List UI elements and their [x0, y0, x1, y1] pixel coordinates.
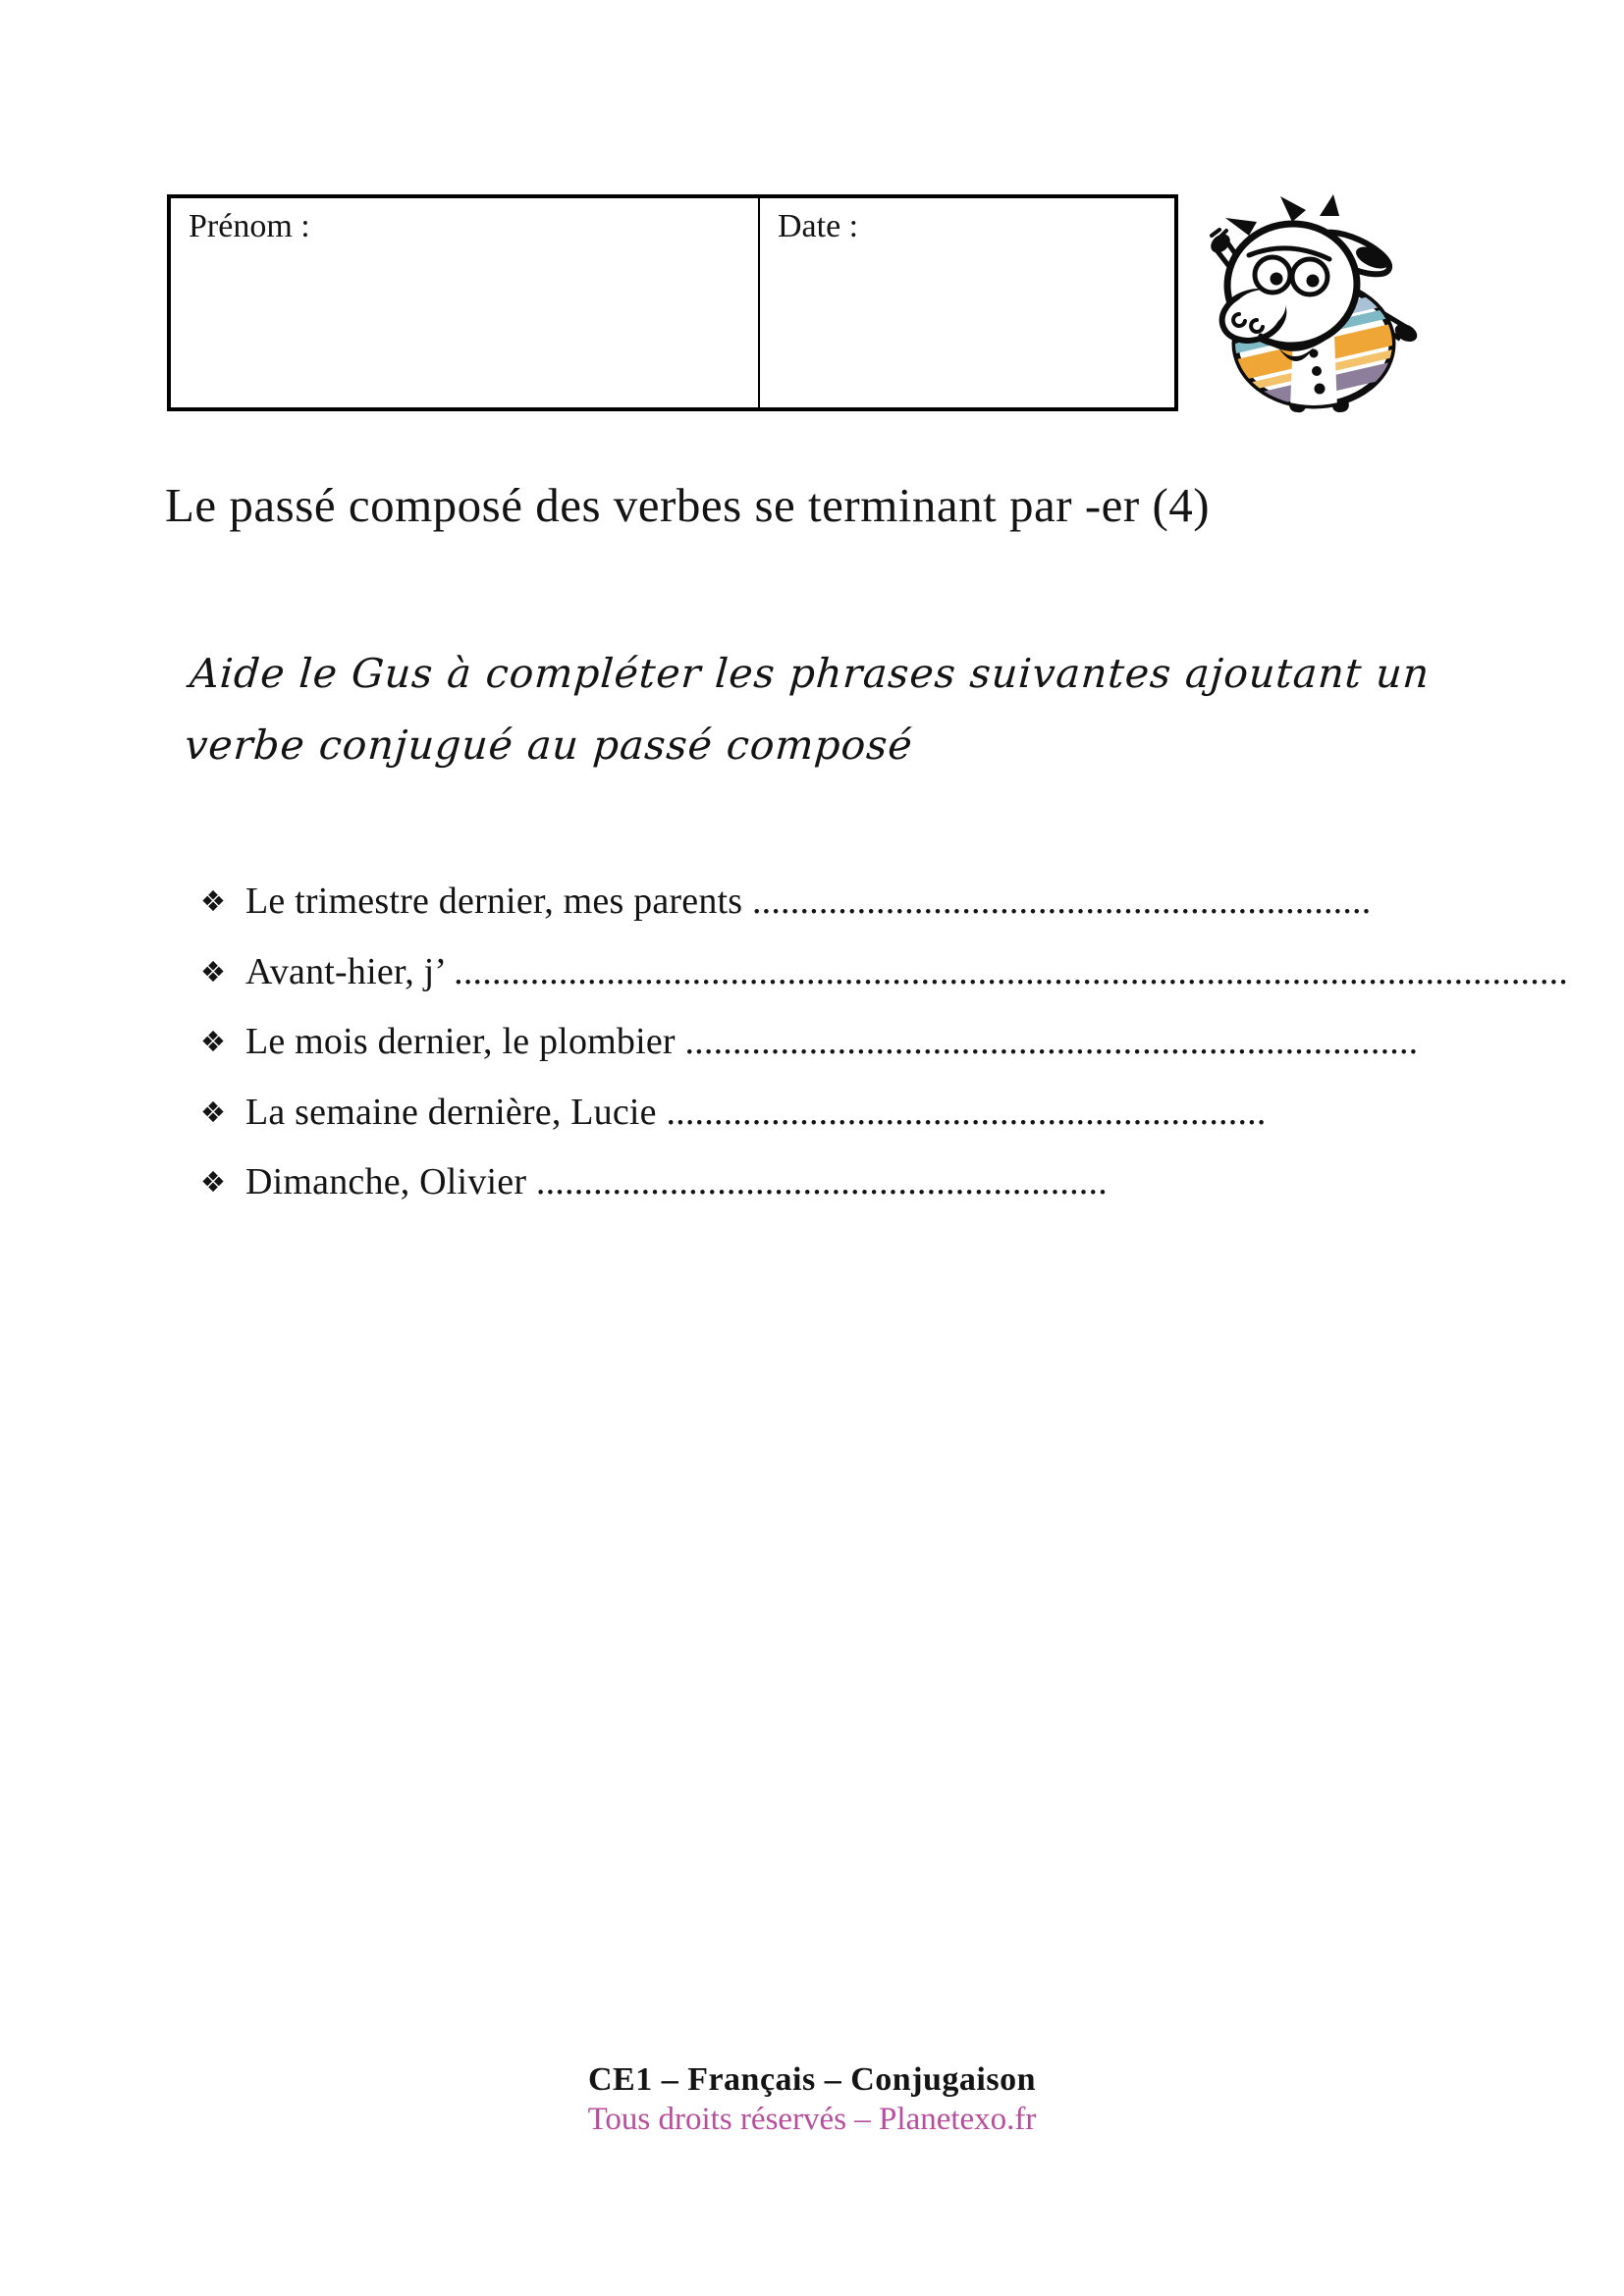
exercise-item-4 — [200, 1091, 1506, 1161]
exercise-item-3 — [200, 1020, 1506, 1091]
diamond-bullet-icon: ❖ — [200, 884, 226, 918]
mascot-horns — [1280, 194, 1339, 222]
diamond-bullet-icon: ❖ — [200, 1095, 226, 1129]
exercise-item-1 — [200, 880, 1506, 950]
footer-course-label: CE1 – Français – Conjugaison — [587, 2061, 1037, 2098]
date-label: Date : — [778, 208, 859, 244]
page-footer — [0, 2061, 1624, 2138]
name-date-table — [167, 194, 1178, 411]
diamond-bullet-icon: ❖ — [200, 1165, 226, 1200]
gus-goat-mascot-image — [1200, 192, 1420, 414]
prenom-field — [171, 198, 760, 407]
sentence-with-blank: Dimanche, Olivier ............................................................ — [245, 1161, 1108, 1203]
prenom-label: Prénom : — [189, 208, 310, 244]
footer-copyright: Tous droits réservés – Planetexo.fr — [587, 2102, 1037, 2137]
exercise-item-5 — [200, 1160, 1506, 1231]
exercise-list — [200, 880, 1569, 1231]
sentence-with-blank: Avant-hier, j’ ..................................................................................................................... — [245, 950, 1569, 992]
instructions-line-1: Aide le Gus à compléter les phrases suivantes ajoutant un — [188, 650, 1432, 697]
instructions-line-2: verbe conjugué au passé composé — [183, 721, 915, 769]
instructions-text — [183, 638, 1469, 781]
sentence-with-blank: Le trimestre dernier, mes parents ................................................................. — [245, 881, 1372, 922]
page-title: Le passé composé des verbes se terminant par -er (4) — [165, 478, 1211, 532]
diamond-bullet-icon: ❖ — [200, 1025, 226, 1059]
exercise-item-2 — [200, 950, 1569, 1021]
sentence-with-blank: Le mois dernier, le plombier ............................................................................. — [245, 1021, 1419, 1063]
date-field — [760, 198, 1174, 407]
sentence-with-blank: La semaine dernière, Lucie ............................................................... — [245, 1091, 1267, 1133]
diamond-bullet-icon: ❖ — [200, 954, 226, 988]
